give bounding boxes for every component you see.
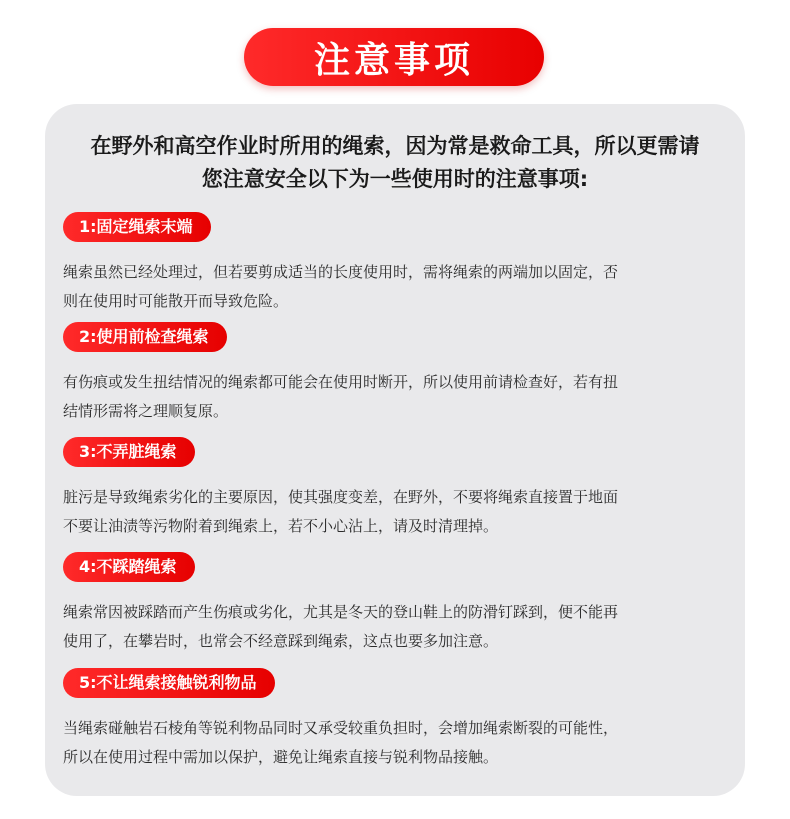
title-banner [244, 28, 544, 86]
section-body-line: 所以在使用过程中需加以保护，避免让绳索直接与锐利物品接触。 [63, 748, 499, 766]
intro-line: 在野外和高空作业时所用的绳索，因为常是救命工具，所以更需请 [90, 134, 700, 158]
section-body-line: 脏污是导致绳索劣化的主要原因，使其强度变差，在野外，不要将绳索直接置于地面 [63, 488, 619, 506]
page-title: 注意事项 [313, 39, 474, 81]
section-body [63, 598, 729, 656]
intro-paragraph [45, 130, 745, 196]
section-badge: 4:不踩踏绳索 [63, 552, 195, 582]
section-body [63, 368, 729, 426]
section-badge: 3:不弄脏绳索 [63, 437, 195, 467]
section-body-line: 有伤痕或发生扭结情况的绳索都可能会在使用时断开，所以使用前请检查好，若有扭 [63, 373, 619, 391]
intro-line: 您注意安全以下为一些使用时的注意事项: [201, 167, 589, 191]
section-body-line: 使用了，在攀岩时，也常会不经意踩到绳索，这点也要多加注意。 [63, 632, 499, 650]
section-badge: 5:不让绳索接触锐利物品 [63, 668, 275, 698]
section-badge: 1:固定绳索末端 [63, 212, 211, 242]
section-body-line: 当绳索碰触岩石棱角等锐利物品同时又承受较重负担时，会增加绳索断裂的可能性， [63, 719, 619, 737]
section-body-line: 不要让油渍等污物附着到绳索上，若不小心沾上，请及时清理掉。 [63, 517, 499, 535]
section-body-line: 绳索虽然已经处理过，但若要剪成适当的长度使用时，需将绳索的两端加以固定，否 [63, 263, 619, 281]
section-body-line: 结情形需将之理顺复原。 [63, 402, 229, 420]
notice-card [45, 104, 745, 796]
section-badge: 2:使用前检查绳索 [63, 322, 227, 352]
section-keep-rope-clean [63, 437, 729, 541]
section-body-line: 则在使用时可能散开而导致危险。 [63, 292, 289, 310]
section-avoid-sharp-objects [63, 668, 729, 772]
section-inspect-rope [63, 322, 729, 426]
section-body [63, 714, 729, 772]
section-no-stepping [63, 552, 729, 656]
section-body [63, 483, 729, 541]
section-fix-rope-ends [63, 212, 729, 316]
section-body-line: 绳索常因被踩踏而产生伤痕或劣化，尤其是冬天的登山鞋上的防滑钉踩到，便不能再 [63, 603, 619, 621]
section-body [63, 258, 729, 316]
